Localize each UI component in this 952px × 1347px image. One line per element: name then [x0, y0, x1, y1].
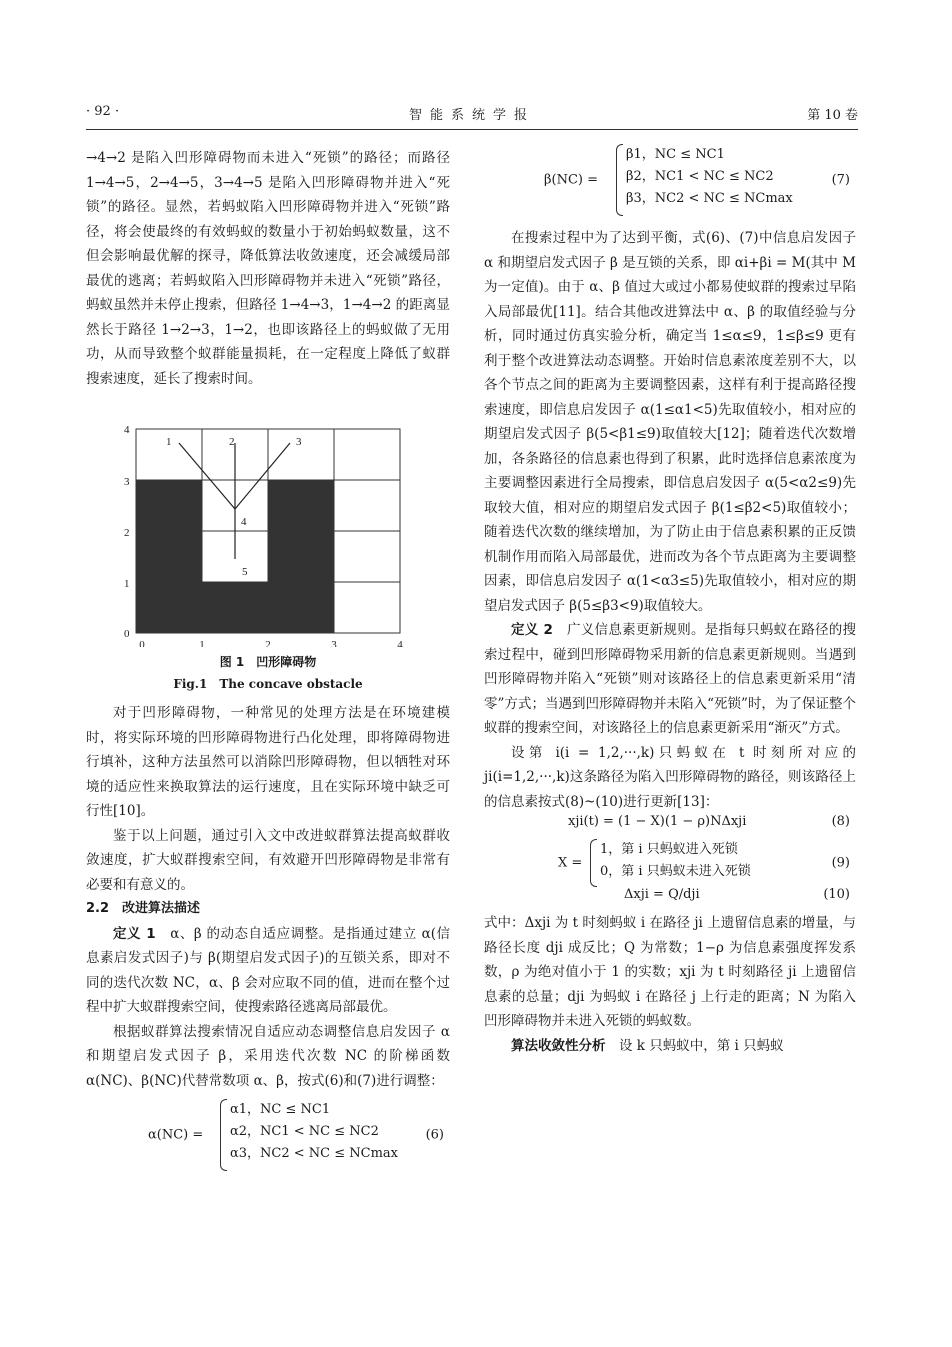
- obstacle-cell: [268, 480, 334, 531]
- concave-obstacle-figure: [86, 399, 450, 647]
- equation-lhs: β(NC) =: [544, 172, 599, 188]
- header-rule: [86, 129, 858, 130]
- definition-2: [484, 618, 856, 741]
- equation-case: 0，第 i 只蚂蚁未进入死锁: [600, 863, 751, 879]
- equation-6: [86, 1099, 450, 1171]
- figure-caption-cn: 图 1 凹形障碍物: [219, 655, 317, 669]
- obstacle-cell: [136, 480, 202, 531]
- definition-text: 广义信息素更新规则。是指每只蚂蚁在路径的搜索过程中，碰到凹形障碍物采用新的信息素更新规则。当遇到凹形障碍物并陷入“死锁”则对该路径上的信息素更新采用“清零”方式；当遇到凹形障碍物并未陷入“死锁”时，为了保证整个蚁群的搜索空间，对该路径上的信息素更新采用“渐灭”方式。: [484, 622, 857, 736]
- paragraph: →4→2 是陷入凹形障碍物而未进入“死锁”的路径；而路径 1→4→5，2→4→5，3→4→5 是陷入凹形障碍物并进入“死锁”的路径。显然，若蚂蚁陷入凹形障碍物并进入“死锁”路径，将会使最终的有效蚂蚁的数量小于初始蚂蚁数量，这不但会影响最优解的探寻，降低算法收敛速度，还会减缓局部最优的逃离；若蚂蚁陷入凹形障碍物并未进入“死锁”路径，蚂蚁虽然并未停止搜索，但路径 1→4→3，1→4→2 的距离显然长于路径 1→2→3，1→2，也即该路径上的蚂蚁做了无用功，从而导致整个蚁群能量损耗，在一定程度上降低了蚁群搜索速度，延长了搜索时间。: [86, 150, 450, 387]
- equation-case: α1，NC ≤ NC1: [230, 1102, 331, 1117]
- paragraph-title: 算法收敛性分析: [511, 1037, 606, 1054]
- x-axis-ticks: [139, 639, 403, 647]
- equation-case: α3，NC2 < NC ≤ NCmax: [230, 1146, 399, 1161]
- equation-number: (10): [823, 886, 850, 902]
- paragraph: 对于凹形障碍物，一种常见的处理方法是在环境建模时，将实际环境的凹形障碍物进行凸化处理，即将障碍物进行填补，这种方法虽然可以消除凹形障碍物，但以牺牲对环境的适应性来换取算法的运行速度，且在实际环境中缺乏可行性[10]。: [86, 705, 450, 819]
- node-label: 2: [229, 436, 235, 448]
- equation-number: (8): [831, 814, 850, 829]
- figure-caption-en: Fig.1 The concave obstacle: [173, 677, 363, 691]
- left-column: [86, 146, 450, 1171]
- obstacle-cell: [136, 582, 202, 633]
- y-tick: 3: [124, 476, 130, 488]
- paragraph: [484, 1034, 856, 1059]
- node-label: 5: [242, 566, 248, 578]
- definition-title: 定义 1: [113, 925, 156, 942]
- node-label: 1: [166, 436, 172, 448]
- x-tick: 2: [265, 639, 271, 647]
- equation-8: [484, 814, 856, 839]
- equation-case: α2，NC1 < NC ≤ NC2: [230, 1124, 379, 1139]
- brace: [220, 1099, 227, 1171]
- equation-case: 1，第 i 只蚂蚁进入死锁: [600, 841, 738, 857]
- equation-case: β1，NC ≤ NC1: [626, 147, 725, 162]
- y-tick: 4: [124, 424, 130, 436]
- paragraph: 在搜索过程中为了达到平衡，式(6)、(7)中信息启发因子 α 和期望启发式因子 β 是互锁的关系，即 αi+βi = M(其中 M 为一定值)。由于 α、β 值过大或过小都易使蚁群的搜索过早陷入局部最优[11]。结合其他改进算法中 α、β 的取值经验与分析，同时通过仿真实验分析，确定当 1≤α≤9，1≤β≤9 更有利于整个改进算法动态调整。开始时信息素浓度差别不大，以各个节点之间的距离为主要调整因素，这样有利于提高路径搜索速度，即信息启发因子 α(1≤α1<5)先取值较小，相对应的期望启发式因子 β(5<β1≤9)取值较大[12]；随着迭代次数增加，各条路径的信息素也得到了积累，此时选择信息素浓度为主要调整因素进行全局搜索，即信息启发因子 α(5<α2≤9)先取较大值，相对应的期望启发式因子 β(1≤β2<5)取值较小；随着迭代次数的继续增加，为了防止由于信息素积累的正反馈机制作用而陷入局部最优，进而改为各个节点距离为主要调整因素，即信息启发因子 α(1<α3≤5)先取值较小，相对应的期望启发式因子 β(5≤β3<9)取值较大。: [484, 230, 856, 614]
- definition-title: 定义 2: [511, 622, 553, 638]
- y-tick: 1: [124, 578, 130, 590]
- brace: [616, 144, 623, 216]
- paragraph: 根据蚁群算法搜索情况自适应动态调整信息启发因子 α 和期望启发式因子 β，采用迭代次数 NC 的阶梯函数 α(NC)、β(NC)代替常数项 α、β，按式(6)和(7)进行调整：: [86, 1023, 450, 1089]
- obstacle-cell: [202, 582, 268, 633]
- paragraph-text: 设 k 只蚂蚁中，第 i 只蚂蚁: [619, 1037, 784, 1054]
- equation-number: (9): [831, 855, 850, 870]
- equation-case: β2，NC1 < NC ≤ NC2: [626, 169, 774, 184]
- equation-lhs: α(NC) =: [148, 1127, 204, 1143]
- obstacle-cell: [268, 582, 334, 633]
- equation-10: [484, 887, 856, 912]
- y-tick: 0: [124, 628, 130, 640]
- node-label: 3: [296, 436, 302, 448]
- journal-title: 智能系统学报: [408, 108, 535, 123]
- equation-7: [484, 144, 856, 216]
- figure-1: [86, 399, 450, 695]
- equation-number: (6): [425, 1127, 444, 1143]
- equation-number: (7): [831, 172, 850, 188]
- equation-text: Δxji = Q/dji: [624, 886, 700, 902]
- volume-label: 第 10 卷: [807, 108, 858, 123]
- obstacle-cell: [136, 531, 202, 582]
- paragraph: 设第 i(i = 1,2,···,k)只蚂蚁在 t 时刻所对应的 ji(i=1,2,···,k)这条路径为陷入凹形障碍物的路径，则该路径上的信息素按式(8)~(10)进行更新[13]：: [484, 744, 856, 810]
- equation-9: [484, 839, 856, 887]
- right-column: [484, 146, 856, 1058]
- brace: [590, 839, 597, 887]
- y-axis-ticks: [124, 424, 130, 640]
- obstacle-cell: [268, 531, 334, 582]
- page-header: [86, 104, 858, 126]
- definition-1: [86, 922, 450, 1020]
- definition-text: α、β 的动态自适应调整。是指通过建立 α(信息素启发式因子)与 β(期望启发式因子)的互锁关系，即对不同的迭代次数 NC，α、β 会对应取不同的值，进而在整个过程中扩大蚁群搜索空间，使搜索路径逃离局部最优。: [86, 925, 451, 1015]
- x-tick: 1: [199, 639, 205, 647]
- equation-lhs: X =: [558, 855, 583, 870]
- x-tick: 3: [331, 639, 337, 647]
- paragraph: 鉴于以上问题，通过引入文中改进蚁群算法提高蚁群收敛速度，扩大蚁群搜索空间，有效避开凹形障碍物是非常有必要和有意义的。: [86, 827, 450, 893]
- y-tick: 2: [124, 527, 130, 539]
- node-label: 4: [241, 516, 247, 528]
- x-tick: 4: [397, 639, 403, 647]
- x-tick: 0: [139, 639, 145, 647]
- equation-case: β3，NC2 < NC ≤ NCmax: [626, 191, 793, 206]
- paragraph: 式中：Δxji 为 t 时刻蚂蚁 i 在路径 ji 上遗留信息素的增量，与路径长度 dji 成反比；Q 为常数；1−ρ 为信息素强度挥发系数，ρ 为绝对值小于 1 的实数；xji 为 t 时刻路径 ji 上遗留信息素的总量；dji 为蚂蚁 i 在路径 j 上行走的距离；N 为陷入凹形障碍物并未进入死锁的蚂蚁数。: [484, 915, 856, 1029]
- equation-text: xji(t) = (1 − X)(1 − ρ)NΔxji: [568, 814, 747, 829]
- section-heading: 2.2 改进算法描述: [86, 901, 201, 916]
- page-number: · 92 ·: [86, 104, 120, 119]
